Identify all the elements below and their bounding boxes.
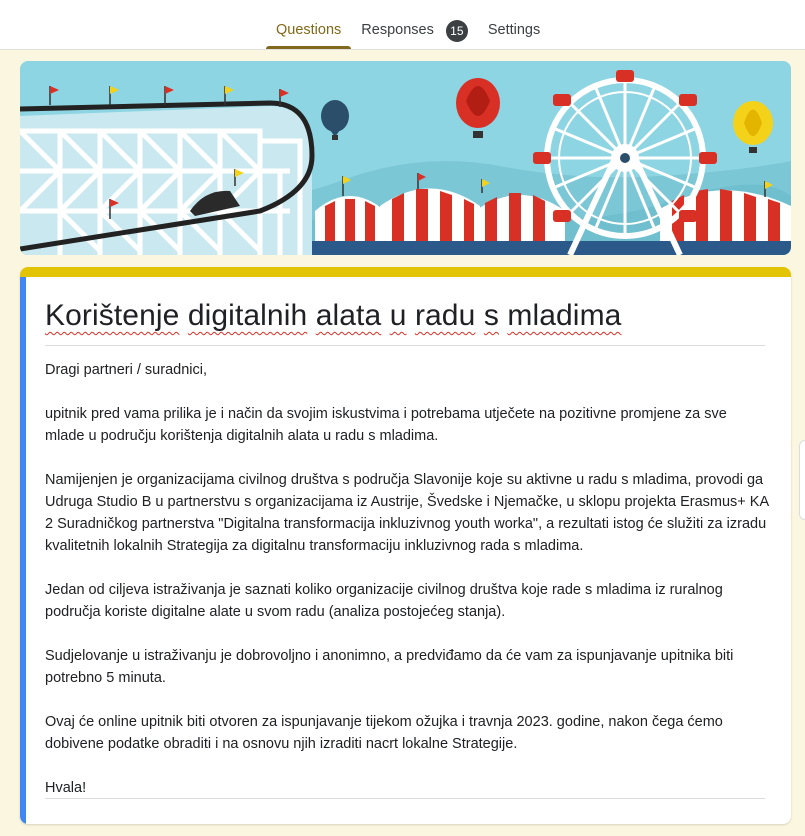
tab-questions[interactable] [266, 0, 351, 49]
title-word: alata [315, 299, 382, 332]
tab-responses[interactable] [351, 0, 478, 49]
tab-settings-label: Settings [487, 22, 541, 38]
title-word: u [389, 299, 407, 332]
header-banner-image [20, 61, 791, 255]
card-accent-bar [20, 267, 791, 277]
title-word: mladima [507, 299, 622, 332]
tab-bar [266, 0, 550, 50]
title-word: s [483, 299, 499, 332]
form-header-card[interactable] [20, 267, 791, 824]
description-paragraph: Ovaj će online upitnik biti otvoren za ispunjavanje tijekom ožujka i travnja 2023. godine, nakon čega ćemo dobivene podatke obraditi i na osnovu njih izraditi nacrt lokalne Strategije. [45, 714, 723, 752]
form-description[interactable] [45, 359, 770, 799]
responses-count-badge: 15 [446, 20, 468, 42]
description-paragraph: Namijenjen je organizacijama civilnog društva s područja Slavonije koje su aktivne u radu s mladima, provodi ga Udruga Studio B u partnerstvu s organizacijama iz Austrije, Švedske i Njemačke, u sklopu projekta Erasmus+ KA 2 Suradničkog partnerstva "Digitalna transformacija inkluzivnog youth worka", a rezultati istog će služiti za izradu kvalitetnih lokalnih Strategija za digitalnu transformaciju inkluzivnog rada s mladima. [45, 472, 769, 554]
floating-toolbar-edge[interactable] [799, 440, 805, 520]
title-word: Korištenje [45, 299, 180, 332]
description-paragraph: Sudjelovanje u istraživanju je dobrovoljno i anonimno, a predviđamo da će vam za ispunjavanje upitnika biti potrebno 5 minuta. [45, 648, 734, 686]
tab-responses-label: Responses [361, 22, 434, 38]
description-paragraph: Hvala! [45, 780, 87, 796]
description-underline [45, 798, 765, 799]
description-paragraph: upitnik pred vama prilika je i način da svojim iskustvima i potrebama utječete na pozitivne promjene za sve mlade u području korištenja digitalnih alata u radu s mladima. [45, 406, 727, 444]
form-title[interactable] [45, 299, 765, 346]
description-paragraph: Dragi partneri / suradnici, [45, 362, 207, 378]
title-word: digitalnih [187, 299, 308, 332]
top-bar [0, 0, 805, 50]
card-focus-indicator [20, 277, 26, 824]
title-word: radu [414, 299, 476, 332]
tab-questions-label: Questions [276, 22, 342, 38]
tab-settings[interactable] [478, 0, 550, 49]
description-paragraph: Jedan od ciljeva istraživanja je saznati koliko organizacije civilnog društva koje rade s mladima iz ruralnog područja koriste digitalne alate u svom radu (analiza postojećeg stanja). [45, 582, 723, 620]
